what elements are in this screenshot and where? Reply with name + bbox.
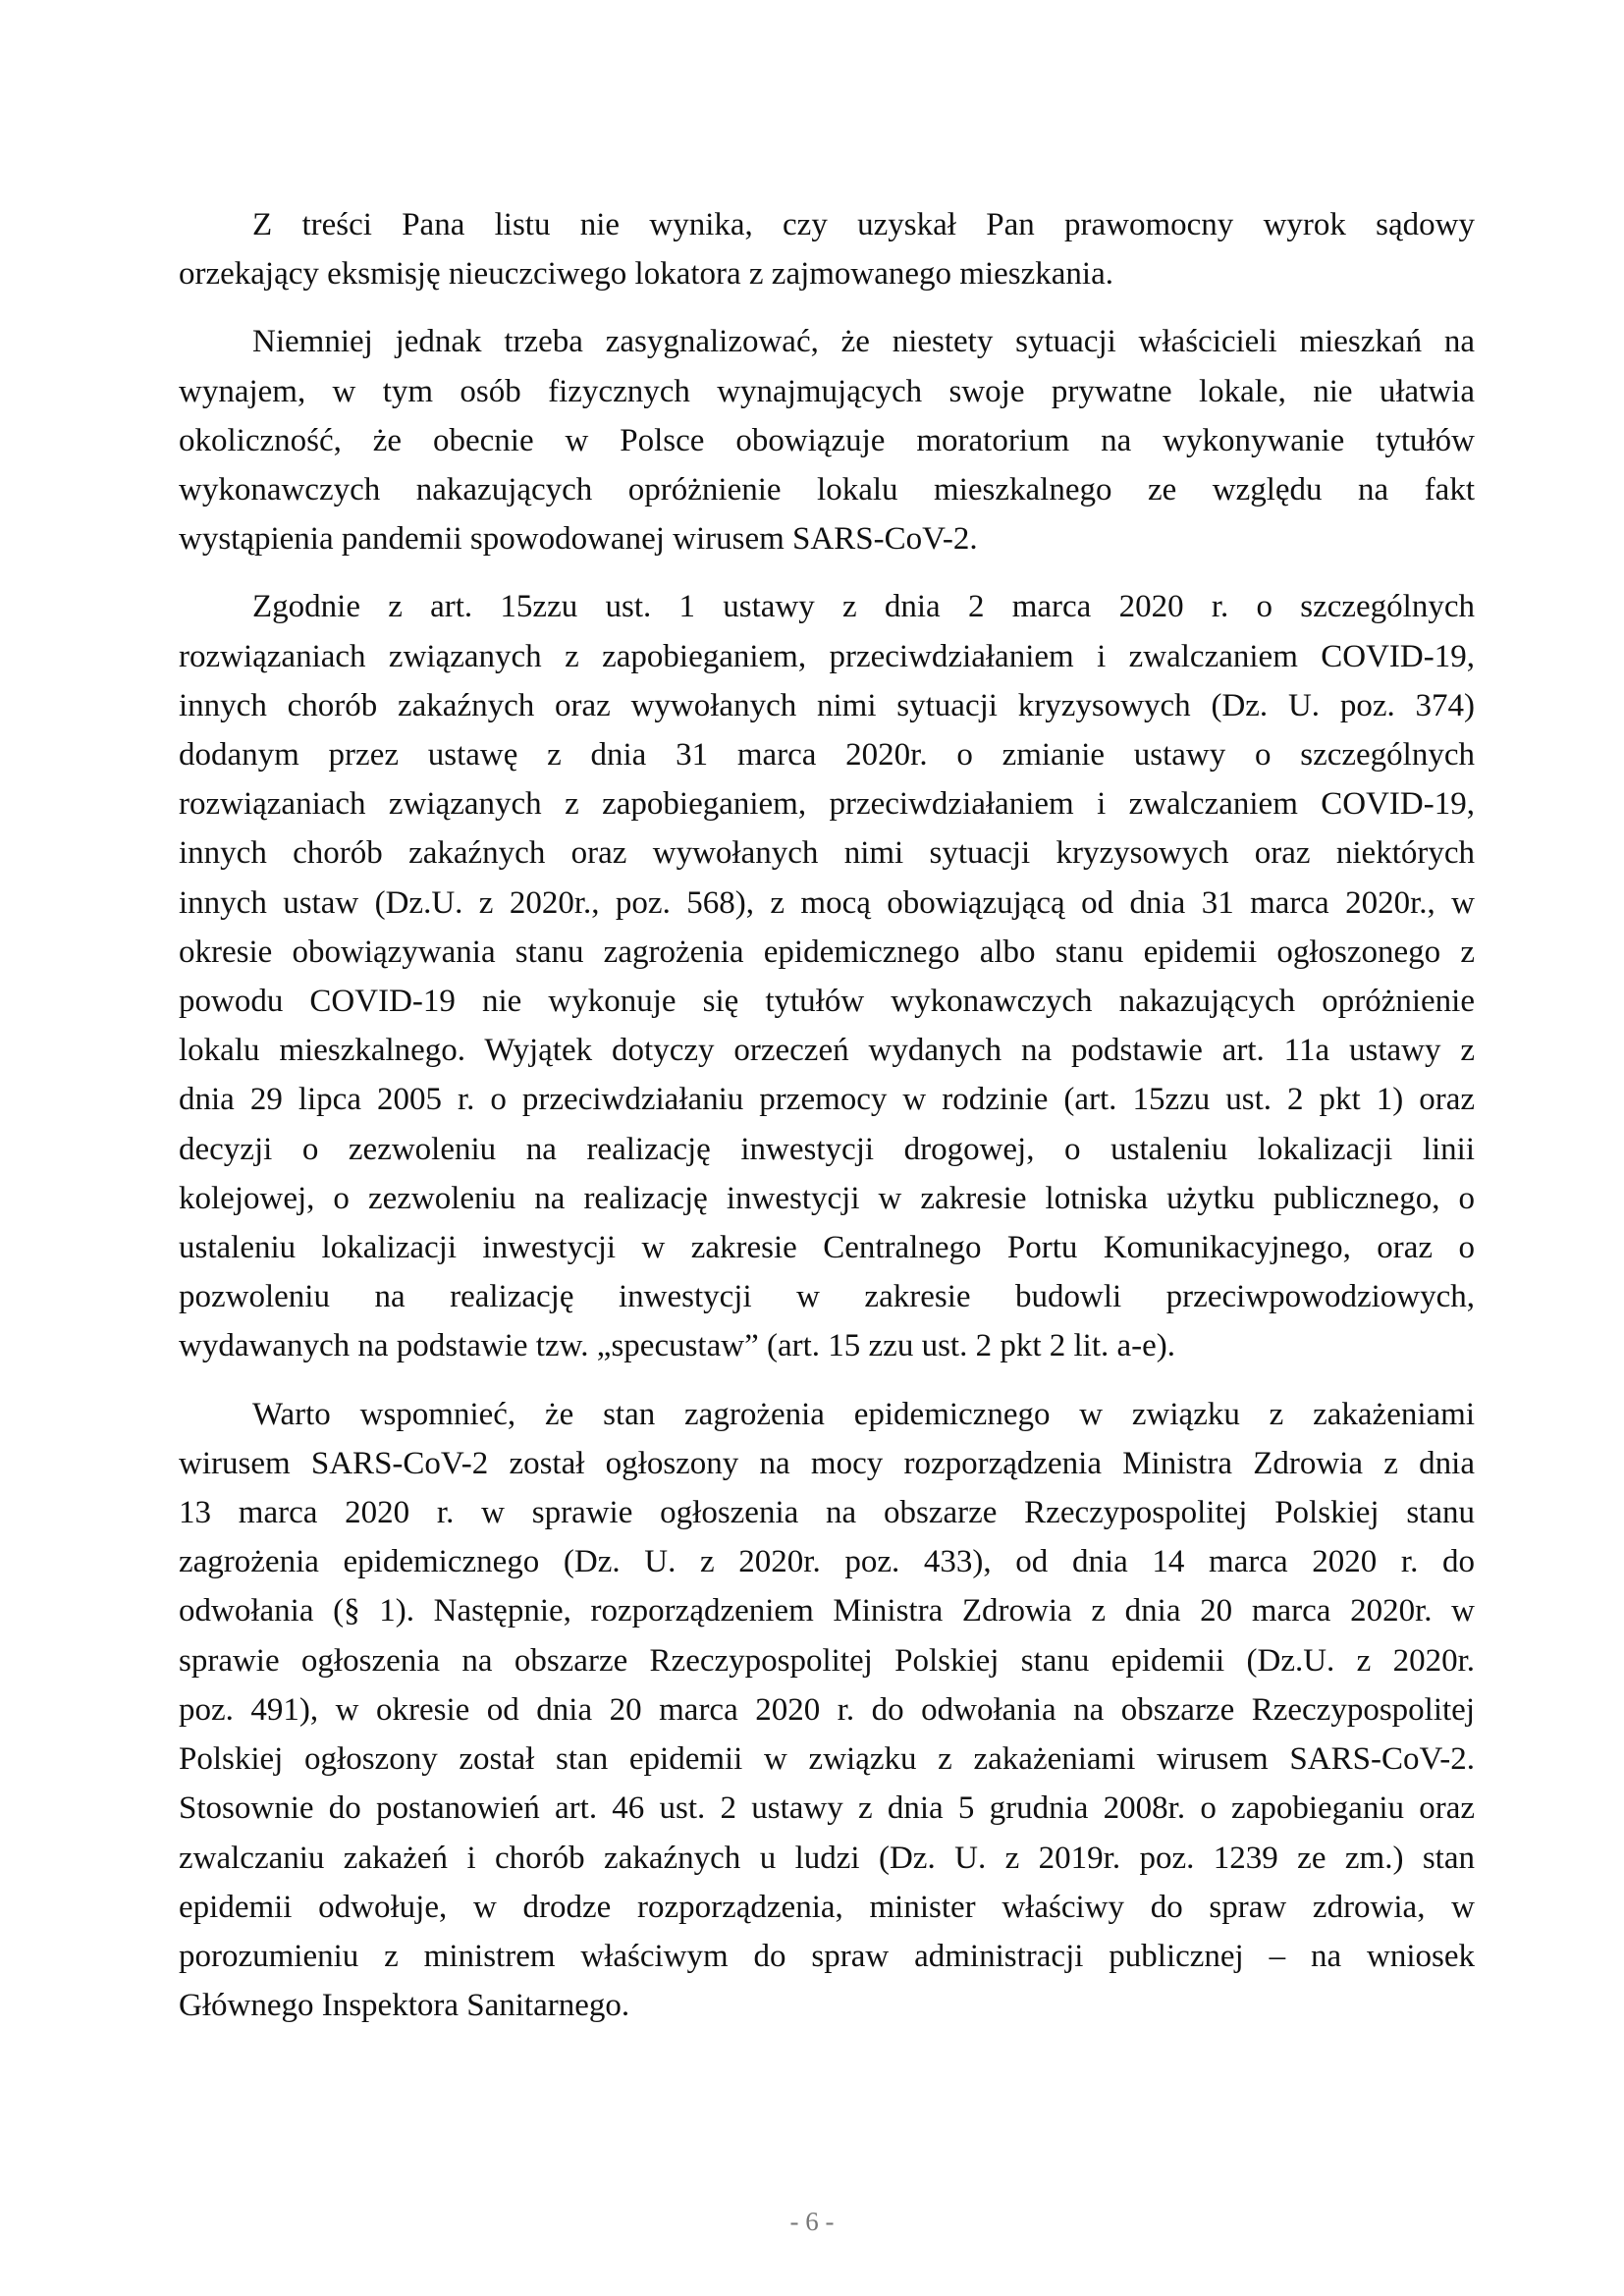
text-line: poz. 491), w okresie od dnia 20 marca 2020 r. do odwołania na obszarze Rzeczypospolitej xyxy=(179,1691,1475,1728)
text-line: zwalczaniu zakażeń i chorób zakaźnych u ludzi (Dz. U. z 2019r. poz. 1239 ze zm.) stan xyxy=(179,1840,1475,1876)
text-line: powodu COVID-19 nie wykonuje się tytułów wykonawczych nakazujących opróżnienie xyxy=(179,984,1475,1020)
text-line: Warto wspomnieć, że stan zagrożenia epidemicznego w związku z zakażeniami xyxy=(252,1396,1475,1432)
text-line: odwołania (§ 1). Następnie, rozporządzeniem Ministra Zdrowia z dnia 20 marca 2020r. w xyxy=(179,1593,1475,1629)
text-line: pozwoleniu na realizację inwestycji w zakresie budowli przeciwpowodziowych, xyxy=(179,1279,1475,1315)
text-line: porozumieniu z ministrem właściwym do spraw administracji publicznej – na wniosek xyxy=(179,1938,1475,1974)
text-line: rozwiązaniach związanych z zapobieganiem, przeciwdziałaniem i zwalczaniem COVID-19, xyxy=(179,786,1475,823)
text-line: zagrożenia epidemicznego (Dz. U. z 2020r. poz. 433), od dnia 14 marca 2020 r. do xyxy=(179,1544,1475,1580)
text-line: innych chorób zakaźnych oraz wywołanych nimi sytuacji kryzysowych (Dz. U. poz. 374) xyxy=(179,687,1475,723)
page-number: - 6 - xyxy=(789,2207,835,2236)
text-line: Głównego Inspektora Sanitarnego. xyxy=(179,1988,630,2024)
text-line: okresie obowiązywania stanu zagrożenia epidemicznego albo stanu epidemii ogłoszonego z xyxy=(179,934,1475,970)
text-line: rozwiązaniach związanych z zapobieganiem, przeciwdziałaniem i zwalczaniem COVID-19, xyxy=(179,638,1475,674)
paragraph xyxy=(179,317,1475,563)
paragraph xyxy=(179,1390,1475,2031)
text-line: Zgodnie z art. 15zzu ust. 1 ustawy z dnia 2 marca 2020 r. o szczególnych xyxy=(252,589,1475,625)
text-line: wykonawczych nakazujących opróżnienie lokalu mieszkalnego ze względu na fakt xyxy=(179,472,1475,508)
text-line: 13 marca 2020 r. w sprawie ogłoszenia na obszarze Rzeczypospolitej Polskiej stanu xyxy=(179,1495,1475,1531)
text-line: dodanym przez ustawę z dnia 31 marca 2020r. o zmianie ustawy o szczególnych xyxy=(179,737,1475,774)
text-line: wystąpienia pandemii spowodowanej wirusem SARS-CoV-2. xyxy=(179,521,978,558)
text-line: wirusem SARS-CoV-2 został ogłoszony na mocy rozporządzenia Ministra Zdrowia z dnia xyxy=(179,1445,1475,1481)
text-line: Polskiej ogłoszony został stan epidemii w związku z zakażeniami wirusem SARS-CoV-2. xyxy=(179,1741,1475,1778)
text-line: Z treści Pana listu nie wynika, czy uzyskał Pan prawomocny wyrok sądowy xyxy=(252,207,1475,242)
text-line: dnia 29 lipca 2005 r. o przeciwdziałaniu przemocy w rodzinie (art. 15zzu ust. 2 pkt 1) oraz xyxy=(179,1082,1475,1118)
text-line: orzekający eksmisję nieuczciwego lokatora z zajmowanego mieszkania. xyxy=(179,256,1113,293)
document-body xyxy=(179,200,1475,2049)
text-line: ustaleniu lokalizacji inwestycji w zakresie Centralnego Portu Komunikacyjnego, oraz o xyxy=(179,1230,1475,1266)
text-line: Stosownie do postanowień art. 46 ust. 2 ustawy z dnia 5 grudnia 2008r. o zapobieganiu oraz xyxy=(179,1790,1475,1827)
text-line: epidemii odwołuje, w drodze rozporządzenia, minister właściwy do spraw zdrowia, w xyxy=(179,1889,1475,1925)
text-line: innych chorób zakaźnych oraz wywołanych nimi sytuacji kryzysowych oraz niektórych xyxy=(179,835,1475,872)
text-line: lokalu mieszkalnego. Wyjątek dotyczy orzeczeń wydanych na podstawie art. 11a ustawy z xyxy=(179,1033,1475,1069)
text-line: innych ustaw (Dz.U. z 2020r., poz. 568), z mocą obowiązującą od dnia 31 marca 2020r., w xyxy=(179,884,1475,921)
paragraph xyxy=(179,200,1475,298)
text-line: kolejowej, o zezwoleniu na realizację inwestycji w zakresie lotniska użytku publicznego, o xyxy=(179,1180,1475,1216)
text-line: sprawie ogłoszenia na obszarze Rzeczypospolitej Polskiej stanu epidemii (Dz.U. z 2020r. xyxy=(179,1642,1475,1679)
text-line: wynajem, w tym osób fizycznych wynajmujących swoje prywatne lokale, nie ułatwia xyxy=(179,373,1475,409)
paragraph xyxy=(179,582,1475,1370)
text-line: decyzji o zezwoleniu na realizację inwestycji drogowej, o ustaleniu lokalizacji linii xyxy=(179,1131,1475,1167)
text-line: Niemniej jednak trzeba zasygnalizować, że niestety sytuacji właścicieli mieszkań na xyxy=(252,324,1475,360)
text-line: wydawanych na podstawie tzw. „specustaw” (art. 15 zzu ust. 2 pkt 2 lit. a-e). xyxy=(179,1328,1176,1364)
text-line: okoliczność, że obecnie w Polsce obowiązuje moratorium na wykonywanie tytułów xyxy=(179,422,1475,458)
